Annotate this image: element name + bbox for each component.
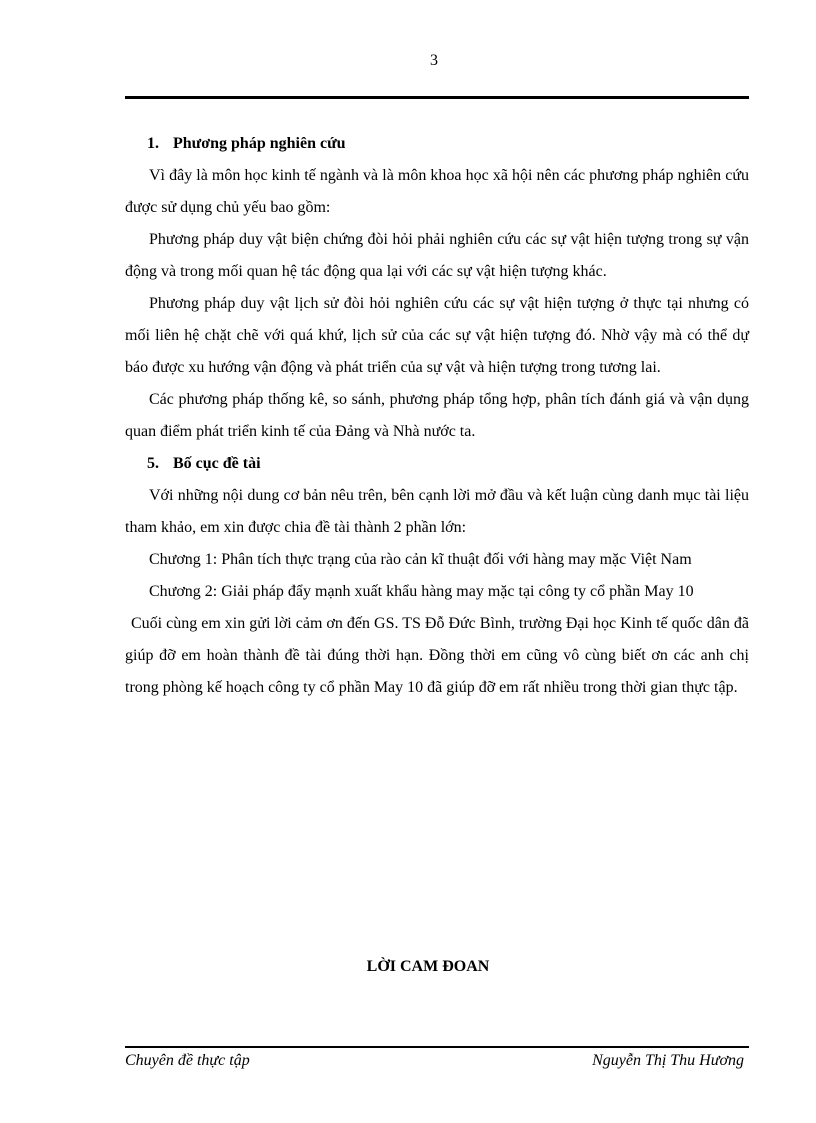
paragraph: Phương pháp duy vật biện chứng đòi hỏi phải nghiên cứu các sự vật hiện tượng trong sự vận động và trong mối quan hệ tác động qua lại với các sự vật hiện tượng khác. bbox=[125, 231, 749, 280]
chapter-line: Chương 1: Phân tích thực trạng của rào cản kĩ thuật đối với hàng may mặc Việt Nam bbox=[149, 551, 692, 568]
footer-document-type: Chuyên đề thực tập bbox=[125, 1052, 250, 1069]
declaration-title: LỜI CAM ĐOAN bbox=[366, 958, 490, 975]
paragraph: Với những nội dung cơ bản nêu trên, bên cạnh lời mở đầu và kết luận cùng danh mục tài liệu tham khảo, em xin được chia đề tài thành 2 phần lớn: bbox=[125, 487, 749, 536]
section-heading-methods bbox=[125, 128, 749, 160]
paragraph: Các phương pháp thống kê, so sánh, phương pháp tổng hợp, phân tích đánh giá và vận dụng quan điểm phát triển kinh tế của Đảng và Nhà nước ta. bbox=[125, 391, 749, 440]
section-number: 5. bbox=[147, 455, 159, 472]
document-body bbox=[125, 128, 749, 704]
paragraph: Phương pháp duy vật lịch sử đòi hỏi nghiên cứu các sự vật hiện tượng ở thực tại nhưng có mối liên hệ chặt chẽ với quá khứ, lịch sử của các sự vật hiện tượng đó. Nhờ vậy mà có thể dự báo được xu hướng vận động và phát triển của sự vật và hiện tượng trong tương lai. bbox=[125, 295, 749, 376]
section-number: 1. bbox=[147, 135, 159, 152]
section-title: Bố cục đề tài bbox=[173, 455, 261, 472]
chapter-line: Chương 2: Giải pháp đẩy mạnh xuất khẩu hàng may mặc tại công ty cổ phần May 10 bbox=[149, 583, 694, 600]
header-rule bbox=[125, 96, 749, 99]
section-heading-structure bbox=[125, 448, 749, 480]
acknowledgement-paragraph: Cuối cùng em xin gửi lời cảm ơn đến GS. TS Đỗ Đức Bình, trường Đại học Kinh tế quốc dân đã giúp đỡ em hoàn thành đề tài đúng thời hạn. Đồng thời em cũng vô cùng biết ơn các anh chị trong phòng kế hoạch công ty cổ phần May 10 đã giúp đỡ em rất nhiều trong thời gian thực tập. bbox=[125, 615, 749, 696]
page-number: 3 bbox=[430, 52, 438, 69]
section-title: Phương pháp nghiên cứu bbox=[173, 135, 346, 152]
paragraph: Vì đây là môn học kinh tế ngành và là môn khoa học xã hội nên các phương pháp nghiên cứu được sử dụng chủ yếu bao gồm: bbox=[125, 167, 749, 216]
footer-author: Nguyễn Thị Thu Hương bbox=[592, 1052, 744, 1069]
footer-rule bbox=[125, 1046, 749, 1048]
